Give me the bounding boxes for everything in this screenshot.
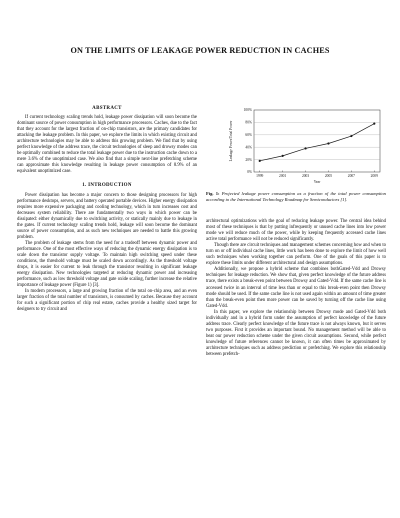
abstract-heading: ABSTRACT bbox=[92, 106, 122, 111]
data-point bbox=[304, 147, 306, 149]
y-axis-label: Leakage Power/Total Power bbox=[229, 120, 233, 162]
x-tick-label: 2003 bbox=[301, 174, 310, 178]
leakage-line-chart bbox=[224, 104, 386, 188]
intro-paragraph-3: In modern processors, a large and growing fraction of the total on-chip area, and an even larger fraction of the total number of transistors, is consumed by caches. Because they account for such a significant portion of chip real estate, caches provide a healthy sized target for designers to try circuit and bbox=[17, 289, 197, 313]
right-column bbox=[206, 219, 386, 358]
y-tick-label: 20% bbox=[245, 157, 252, 162]
data-point bbox=[327, 142, 329, 144]
data-point bbox=[259, 160, 261, 162]
data-point bbox=[350, 135, 352, 137]
x-tick-label: 1999 bbox=[256, 174, 264, 178]
plot-frame bbox=[254, 110, 380, 172]
y-tick-label: 60% bbox=[245, 133, 252, 137]
intro-paragraph-2: The problem of leakage stems from the need for a tradeoff between dynamic power and performance. One of the most effective ways of reducing the dynamic energy dissipation is to scale down the transistor supply voltage. To maintain high switching speed under these conditions, the threshold voltage must be scaled down accordingly. As the threshold voltage drops, it is easier for current to leak through the transistor resulting in significant leakage energy dissipation. New technologies targeted at reducing dynamic power and increasing performance, such as low threshold voltage and gate oxide scaling, further increase the relative importance of leakage power (Figure 1) [3]. bbox=[17, 240, 197, 289]
right-paragraph-2: Though there are circuit techniques and management schemes concerning how and when to turn on or off individual cache lines, little work has been done to explore the limit of how well such techniques when working together can perform. One of the goals of this paper is to explore these limits under different architectural and design assumptions. bbox=[206, 243, 386, 267]
x-tick-label: 2005 bbox=[324, 174, 333, 178]
figure-1-caption bbox=[206, 191, 386, 203]
x-tick-label: 2001 bbox=[279, 174, 287, 178]
paper-title: ON THE LIMITS OF LEAKAGE POWER REDUCTION IN CACHES bbox=[70, 46, 330, 55]
figure-1-caption-text: Projected leakage power consumption as a fraction of the total power consumption according to the International Technology Roadmap for Semiconductors [1]. bbox=[206, 191, 386, 202]
x-axis-label: Year bbox=[313, 180, 321, 184]
introduction-heading: 1. INTRODUCTION bbox=[82, 182, 132, 188]
right-paragraph-4: In this paper, we explore the relationship between Drowsy mode and Gated-Vdd both individually and in a hybrid form under the assumption of perfect knowledge of the future address trace. Clearly perfect knowledge of the future trace is not always known, but it serves two purposes. First it provides an important bound. No management method will be able to beat our power reduction scheme under the given circuit assumptions. Second, while perfect knowledge of future references cannot be known, it can often times be approximated by architecture techniques such as address prediction or prefetching. We explore this relationship between prefetch- bbox=[206, 309, 386, 358]
data-point bbox=[373, 123, 375, 125]
y-tick-label: 80% bbox=[245, 120, 252, 125]
abstract-text: If current technology scaling trends hold, leakage power dissipation will soon become the dominant source of power consumption in high performance processors. Caches, due to the fact that they account for the largest fraction of on-chip transistors, are the primary candidates for attacking the leakage problem. In this paper, we explore the limits in which existing circuit and architecture technologies may be able to address this growing problem. We find that by using perfect knowledge of the address trace, the circuit technologies of sleep and drowsy modes can be optimally combined to reduce the total leakage power due to the instruction cache down to a mere 3.6% of the unoptimized case. We also find that a simple next-line prefetching scheme can approximate this knowledge resulting in leakage power consumption of 8.9% of an equivalent unoptimized case. bbox=[17, 115, 197, 175]
y-tick-label: 100% bbox=[243, 108, 252, 113]
figure-1-chart bbox=[224, 104, 386, 188]
figure-1-label: Fig. 1: bbox=[206, 191, 220, 196]
intro-paragraph-1: Power dissipation has become a major concern to those designing processors for high performance desktops, servers, and battery operated portable devices. Higher energy dissipation requires more expensive packaging and cooling technology, which in turn increases cost and decreases system reliability. There are fundamentally two ways in which power can be dissipated: either dynamically due to switching activity, or statically mainly due to leakage in the gates. If current technology scaling trends hold, leakage will soon become the dominant source of power consumption, and as such new techniques are needed to battle this growing problem. bbox=[17, 192, 197, 240]
y-tick-label: 40% bbox=[245, 145, 252, 150]
right-paragraph-3: Additionally, we propose a hybrid scheme that combines bothGated-Vdd and Drowsy techniques for leakage reduction. We show that, given perfect knowledge of the future address trace, there exists a break-even point between Drowsy and Gated-Vdd. If the same cache line is accessed twice in an interval of time less than or equal to this break-even point then Drowsy mode should be used. If the same cache line is not used again within an amount of time greater than the break-even point then more power can be saved by turning off the cache line using Gated-Vdd. bbox=[206, 267, 386, 309]
y-tick-label: 0% bbox=[247, 170, 252, 175]
right-paragraph-1: architectural optimizations with the goal of reducing leakage power. The central idea behind most of these techniques is that by putting infrequently or unused cache lines into low power mode we will reduce much of the power, while by keeping frequently accessed cache lines active total performance will not be reduced significantly. bbox=[206, 219, 386, 243]
data-point bbox=[282, 155, 284, 157]
left-column bbox=[17, 106, 197, 314]
series-line bbox=[260, 124, 375, 161]
x-tick-label: 2007 bbox=[347, 174, 355, 178]
x-tick-label: 2009 bbox=[370, 174, 378, 178]
